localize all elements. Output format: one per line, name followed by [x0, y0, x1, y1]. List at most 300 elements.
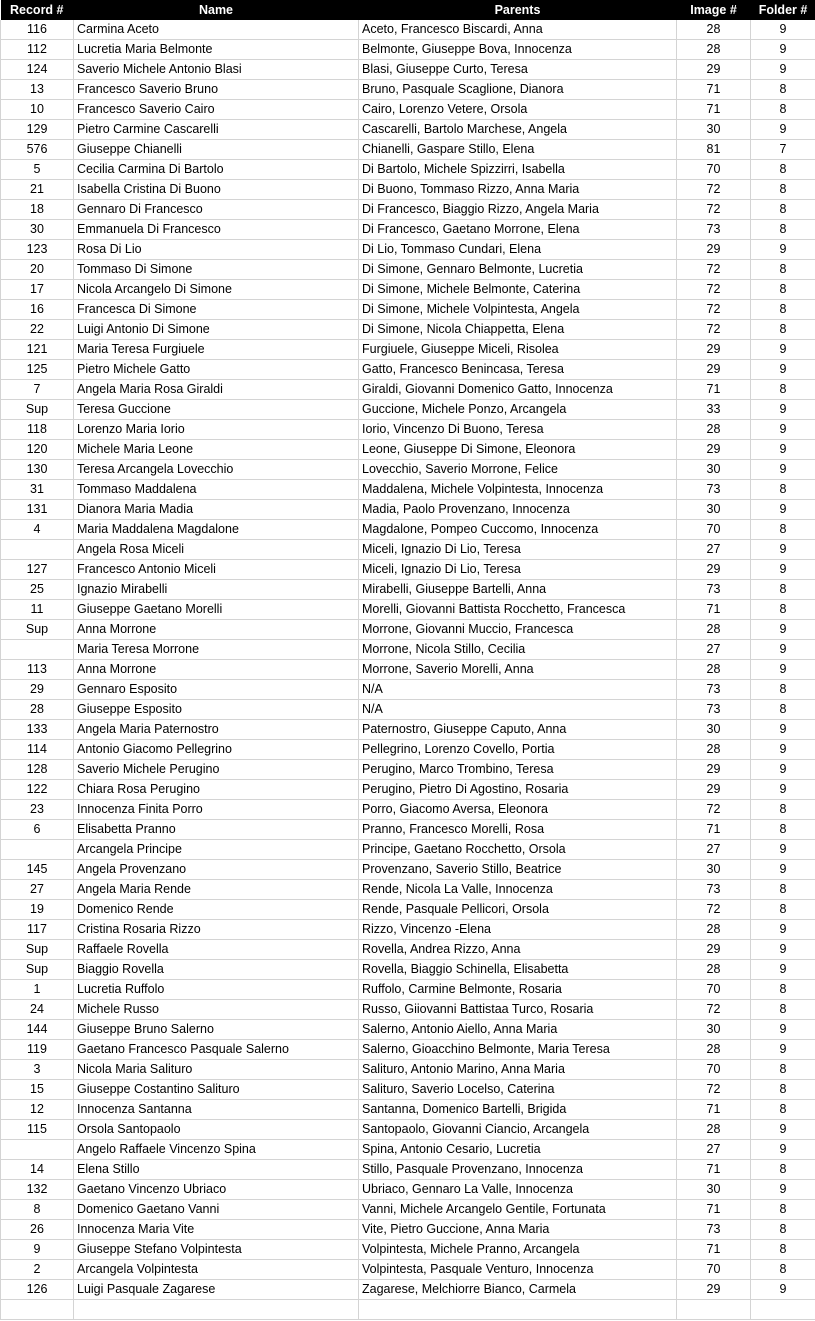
record-cell: 10 [1, 100, 74, 120]
image-cell: 29 [677, 560, 751, 580]
image-cell: 29 [677, 1280, 751, 1300]
folder-cell: 9 [751, 20, 815, 40]
header-image: Image # [677, 0, 751, 20]
image-cell: 28 [677, 420, 751, 440]
image-cell: 27 [677, 840, 751, 860]
parents-cell: N/A [359, 700, 677, 720]
record-cell: 7 [1, 380, 74, 400]
record-cell: 124 [1, 60, 74, 80]
image-cell: 73 [677, 480, 751, 500]
image-cell: 71 [677, 1100, 751, 1120]
record-cell: 576 [1, 140, 74, 160]
table-row [1, 360, 815, 380]
folder-cell: 8 [751, 900, 815, 920]
folder-cell: 9 [751, 1020, 815, 1040]
parents-cell: Perugino, Marco Trombino, Teresa [359, 760, 677, 780]
parents-cell: Volpintesta, Pasquale Venturo, Innocenza [359, 1260, 677, 1280]
image-cell: 28 [677, 920, 751, 940]
image-cell: 30 [677, 500, 751, 520]
record-cell: 133 [1, 720, 74, 740]
name-cell: Tommaso Di Simone [74, 260, 359, 280]
table-row [1, 520, 815, 540]
image-cell: 30 [677, 120, 751, 140]
image-cell: 71 [677, 1160, 751, 1180]
image-cell: 27 [677, 640, 751, 660]
name-cell: Angela Maria Paternostro [74, 720, 359, 740]
folder-cell: 9 [751, 620, 815, 640]
record-cell: 21 [1, 180, 74, 200]
record-cell: 3 [1, 1060, 74, 1080]
record-cell: 5 [1, 160, 74, 180]
image-cell: 70 [677, 1060, 751, 1080]
record-cell: 25 [1, 580, 74, 600]
table-row [1, 20, 815, 40]
table-row [1, 60, 815, 80]
parents-cell: Rende, Nicola La Valle, Innocenza [359, 880, 677, 900]
table-row [1, 280, 815, 300]
image-cell: 71 [677, 600, 751, 620]
folder-cell: 9 [751, 40, 815, 60]
record-cell: 17 [1, 280, 74, 300]
table-row [1, 720, 815, 740]
table-row [1, 680, 815, 700]
record-cell: 9 [1, 1240, 74, 1260]
parents-cell: Rovella, Andrea Rizzo, Anna [359, 940, 677, 960]
record-cell: 128 [1, 760, 74, 780]
folder-cell: 9 [751, 860, 815, 880]
record-cell: 123 [1, 240, 74, 260]
image-cell: 28 [677, 740, 751, 760]
folder-cell: 8 [751, 1160, 815, 1180]
parents-cell: Zagarese, Melchiorre Bianco, Carmela [359, 1280, 677, 1300]
image-cell: 72 [677, 200, 751, 220]
name-cell: Lorenzo Maria Iorio [74, 420, 359, 440]
folder-cell: 9 [751, 940, 815, 960]
folder-cell: 9 [751, 840, 815, 860]
name-cell: Gaetano Francesco Pasquale Salerno [74, 1040, 359, 1060]
table-row [1, 1220, 815, 1240]
name-cell: Antonio Giacomo Pellegrino [74, 740, 359, 760]
table-row [1, 1080, 815, 1100]
image-cell: 27 [677, 540, 751, 560]
name-cell: Chiara Rosa Perugino [74, 780, 359, 800]
folder-cell: 8 [751, 180, 815, 200]
parents-cell: Di Buono, Tommaso Rizzo, Anna Maria [359, 180, 677, 200]
record-cell: 4 [1, 520, 74, 540]
header-record: Record # [1, 0, 74, 20]
header-name: Name [74, 0, 359, 20]
image-cell: 28 [677, 620, 751, 640]
parents-cell: Giraldi, Giovanni Domenico Gatto, Innocenza [359, 380, 677, 400]
folder-cell: 9 [751, 400, 815, 420]
image-cell: 27 [677, 1140, 751, 1160]
record-cell: 23 [1, 800, 74, 820]
name-cell: Elisabetta Pranno [74, 820, 359, 840]
table-row [1, 240, 815, 260]
image-cell: 71 [677, 100, 751, 120]
folder-cell: 9 [751, 1120, 815, 1140]
table-row [1, 1040, 815, 1060]
folder-cell: 8 [751, 300, 815, 320]
record-cell: 116 [1, 20, 74, 40]
folder-cell: 8 [751, 680, 815, 700]
record-cell: 2 [1, 1260, 74, 1280]
folder-cell: 8 [751, 260, 815, 280]
parents-cell: Di Simone, Michele Belmonte, Caterina [359, 280, 677, 300]
folder-cell: 8 [751, 1100, 815, 1120]
parents-cell: Di Simone, Nicola Chiappetta, Elena [359, 320, 677, 340]
parents-cell: Magdalone, Pompeo Cuccomo, Innocenza [359, 520, 677, 540]
table-row [1, 820, 815, 840]
folder-cell: 9 [751, 740, 815, 760]
record-cell [1, 1140, 74, 1160]
image-cell: 70 [677, 980, 751, 1000]
name-cell: Teresa Arcangela Lovecchio [74, 460, 359, 480]
table-row [1, 620, 815, 640]
image-cell: 72 [677, 1080, 751, 1100]
parents-cell: Pellegrino, Lorenzo Covello, Portia [359, 740, 677, 760]
image-cell: 71 [677, 820, 751, 840]
header-row [1, 0, 815, 20]
parents-cell: Provenzano, Saverio Stillo, Beatrice [359, 860, 677, 880]
record-cell: 24 [1, 1000, 74, 1020]
table-row [1, 540, 815, 560]
record-cell: Sup [1, 620, 74, 640]
record-cell: 20 [1, 260, 74, 280]
record-cell: Sup [1, 400, 74, 420]
folder-cell: 9 [751, 500, 815, 520]
folder-cell: 9 [751, 240, 815, 260]
image-cell: 30 [677, 460, 751, 480]
table-row [1, 600, 815, 620]
record-cell: 112 [1, 40, 74, 60]
table-row [1, 400, 815, 420]
folder-cell: 8 [751, 320, 815, 340]
table-row [1, 380, 815, 400]
parents-cell: Gatto, Francesco Benincasa, Teresa [359, 360, 677, 380]
image-cell: 29 [677, 780, 751, 800]
record-cell: 29 [1, 680, 74, 700]
image-cell: 70 [677, 160, 751, 180]
image-cell: 28 [677, 1040, 751, 1060]
parents-cell: Perugino, Pietro Di Agostino, Rosaria [359, 780, 677, 800]
record-cell: 121 [1, 340, 74, 360]
image-cell: 72 [677, 300, 751, 320]
image-cell: 30 [677, 860, 751, 880]
image-cell: 29 [677, 60, 751, 80]
parents-cell: Cairo, Lorenzo Vetere, Orsola [359, 100, 677, 120]
table-row [1, 920, 815, 940]
folder-cell: 8 [751, 580, 815, 600]
folder-cell: 9 [751, 420, 815, 440]
parents-cell: Blasi, Giuseppe Curto, Teresa [359, 60, 677, 80]
record-cell: 118 [1, 420, 74, 440]
record-cell: 126 [1, 1280, 74, 1300]
record-cell: 115 [1, 1120, 74, 1140]
record-cell: 127 [1, 560, 74, 580]
record-cell: 26 [1, 1220, 74, 1240]
folder-cell: 8 [751, 1060, 815, 1080]
parents-cell: Ruffolo, Carmine Belmonte, Rosaria [359, 980, 677, 1000]
parents-cell: Furgiuele, Giuseppe Miceli, Risolea [359, 340, 677, 360]
table-row [1, 860, 815, 880]
name-cell: Saverio Michele Perugino [74, 760, 359, 780]
folder-cell: 8 [751, 480, 815, 500]
parents-cell: Santanna, Domenico Bartelli, Brigida [359, 1100, 677, 1120]
name-cell: Francesco Saverio Bruno [74, 80, 359, 100]
name-cell: Maria Teresa Furgiuele [74, 340, 359, 360]
record-cell: Sup [1, 940, 74, 960]
image-cell: 72 [677, 320, 751, 340]
folder-cell: 8 [751, 80, 815, 100]
parents-cell: Di Simone, Gennaro Belmonte, Lucretia [359, 260, 677, 280]
record-cell: 113 [1, 660, 74, 680]
table-row [1, 1200, 815, 1220]
table-row [1, 760, 815, 780]
record-cell: 16 [1, 300, 74, 320]
table-row [1, 1280, 815, 1300]
table-row [1, 880, 815, 900]
parents-cell: Vanni, Michele Arcangelo Gentile, Fortunata [359, 1200, 677, 1220]
name-cell: Teresa Guccione [74, 400, 359, 420]
parents-cell: Stillo, Pasquale Provenzano, Innocenza [359, 1160, 677, 1180]
image-cell: 72 [677, 800, 751, 820]
record-cell: 14 [1, 1160, 74, 1180]
record-cell: 129 [1, 120, 74, 140]
image-cell: 29 [677, 240, 751, 260]
table-row [1, 40, 815, 60]
name-cell: Innocenza Santanna [74, 1100, 359, 1120]
parents-cell: Miceli, Ignazio Di Lio, Teresa [359, 540, 677, 560]
parents-cell: Lovecchio, Saverio Morrone, Felice [359, 460, 677, 480]
table-row [1, 800, 815, 820]
image-cell: 73 [677, 580, 751, 600]
folder-cell: 9 [751, 120, 815, 140]
name-cell: Biaggio Rovella [74, 960, 359, 980]
parents-cell: Pranno, Francesco Morelli, Rosa [359, 820, 677, 840]
name-cell: Michele Maria Leone [74, 440, 359, 460]
image-cell: 73 [677, 220, 751, 240]
image-cell: 72 [677, 180, 751, 200]
folder-cell: 8 [751, 520, 815, 540]
record-cell: 30 [1, 220, 74, 240]
name-cell: Tommaso Maddalena [74, 480, 359, 500]
folder-cell: 8 [751, 700, 815, 720]
parents-cell: Paternostro, Giuseppe Caputo, Anna [359, 720, 677, 740]
folder-cell: 8 [751, 880, 815, 900]
parents-cell: Russo, Giiovanni Battistaa Turco, Rosaria [359, 1000, 677, 1020]
record-cell: 8 [1, 1200, 74, 1220]
record-cell: 31 [1, 480, 74, 500]
folder-cell: 9 [751, 540, 815, 560]
image-cell: 71 [677, 80, 751, 100]
folder-cell: 8 [751, 1220, 815, 1240]
record-cell [1, 840, 74, 860]
folder-cell: 9 [751, 340, 815, 360]
folder-cell: 8 [751, 1000, 815, 1020]
parents-cell: Bruno, Pasquale Scaglione, Dianora [359, 80, 677, 100]
name-cell: Innocenza Finita Porro [74, 800, 359, 820]
name-cell: Angela Rosa Miceli [74, 540, 359, 560]
folder-cell: 8 [751, 820, 815, 840]
image-cell: 29 [677, 440, 751, 460]
name-cell: Elena Stillo [74, 1160, 359, 1180]
table-row [1, 580, 815, 600]
image-cell: 71 [677, 1240, 751, 1260]
record-cell: 13 [1, 80, 74, 100]
folder-cell: 8 [751, 160, 815, 180]
folder-cell: 9 [751, 560, 815, 580]
parents-cell: Salituro, Saverio Locelso, Caterina [359, 1080, 677, 1100]
folder-cell: 8 [751, 980, 815, 1000]
folder-cell: 9 [751, 1180, 815, 1200]
table-row [1, 960, 815, 980]
parents-cell: Chianelli, Gaspare Stillo, Elena [359, 140, 677, 160]
parents-cell: Leone, Giuseppe Di Simone, Eleonora [359, 440, 677, 460]
name-cell: Dianora Maria Madia [74, 500, 359, 520]
table-row [1, 500, 815, 520]
name-cell: Luigi Pasquale Zagarese [74, 1280, 359, 1300]
parents-cell: Rovella, Biaggio Schinella, Elisabetta [359, 960, 677, 980]
record-cell [1, 1300, 74, 1320]
parents-cell: Miceli, Ignazio Di Lio, Teresa [359, 560, 677, 580]
parents-cell: Morrone, Saverio Morelli, Anna [359, 660, 677, 680]
name-cell: Michele Russo [74, 1000, 359, 1020]
parents-cell: Di Bartolo, Michele Spizzirri, Isabella [359, 160, 677, 180]
folder-cell: 9 [751, 1280, 815, 1300]
table-row [1, 100, 815, 120]
record-cell: 119 [1, 1040, 74, 1060]
parents-cell: Di Simone, Michele Volpintesta, Angela [359, 300, 677, 320]
folder-cell: 8 [751, 200, 815, 220]
table-row [1, 80, 815, 100]
table-row [1, 780, 815, 800]
image-cell: 28 [677, 660, 751, 680]
parents-cell: Guccione, Michele Ponzo, Arcangela [359, 400, 677, 420]
image-cell: 71 [677, 1200, 751, 1220]
record-cell [1, 640, 74, 660]
table-row [1, 1260, 815, 1280]
name-cell: Angela Maria Rende [74, 880, 359, 900]
name-cell: Emmanuela Di Francesco [74, 220, 359, 240]
record-cell: 130 [1, 460, 74, 480]
record-cell: 144 [1, 1020, 74, 1040]
image-cell: 30 [677, 1180, 751, 1200]
image-cell: 81 [677, 140, 751, 160]
table-row [1, 160, 815, 180]
table-row [1, 300, 815, 320]
parents-cell: Aceto, Francesco Biscardi, Anna [359, 20, 677, 40]
record-cell: 19 [1, 900, 74, 920]
table-row [1, 320, 815, 340]
name-cell: Francesco Antonio Miceli [74, 560, 359, 580]
parents-cell: Vite, Pietro Guccione, Anna Maria [359, 1220, 677, 1240]
name-cell [74, 1300, 359, 1320]
image-cell: 70 [677, 520, 751, 540]
record-cell [1, 540, 74, 560]
name-cell: Gennaro Esposito [74, 680, 359, 700]
parents-cell: Salerno, Antonio Aiello, Anna Maria [359, 1020, 677, 1040]
record-cell: 28 [1, 700, 74, 720]
name-cell: Nicola Arcangelo Di Simone [74, 280, 359, 300]
parents-cell: Salerno, Gioacchino Belmonte, Maria Teresa [359, 1040, 677, 1060]
parents-cell: Santopaolo, Giovanni Ciancio, Arcangela [359, 1120, 677, 1140]
record-cell: 6 [1, 820, 74, 840]
image-cell: 70 [677, 1260, 751, 1280]
parents-cell: Di Francesco, Biaggio Rizzo, Angela Maria [359, 200, 677, 220]
image-cell: 72 [677, 1000, 751, 1020]
image-cell: 30 [677, 720, 751, 740]
parents-cell: N/A [359, 680, 677, 700]
table-row [1, 1240, 815, 1260]
folder-cell: 8 [751, 1200, 815, 1220]
parents-cell: Belmonte, Giuseppe Bova, Innocenza [359, 40, 677, 60]
table-body [1, 20, 815, 1320]
record-cell: 120 [1, 440, 74, 460]
parents-cell: Mirabelli, Giuseppe Bartelli, Anna [359, 580, 677, 600]
record-cell: 131 [1, 500, 74, 520]
name-cell: Domenico Gaetano Vanni [74, 1200, 359, 1220]
table-row [1, 480, 815, 500]
name-cell: Carmina Aceto [74, 20, 359, 40]
name-cell: Nicola Maria Salituro [74, 1060, 359, 1080]
record-cell: 1 [1, 980, 74, 1000]
name-cell: Francesco Saverio Cairo [74, 100, 359, 120]
parents-cell: Volpintesta, Michele Pranno, Arcangela [359, 1240, 677, 1260]
image-cell: 73 [677, 1220, 751, 1240]
image-cell: 72 [677, 260, 751, 280]
name-cell: Gaetano Vincenzo Ubriaco [74, 1180, 359, 1200]
parents-cell: Cascarelli, Bartolo Marchese, Angela [359, 120, 677, 140]
table-row [1, 440, 815, 460]
folder-cell: 9 [751, 780, 815, 800]
table-row [1, 1020, 815, 1040]
table-row [1, 900, 815, 920]
name-cell: Arcangela Volpintesta [74, 1260, 359, 1280]
name-cell: Maria Teresa Morrone [74, 640, 359, 660]
folder-cell: 8 [751, 280, 815, 300]
parents-cell: Morrone, Nicola Stillo, Cecilia [359, 640, 677, 660]
parents-cell: Di Lio, Tommaso Cundari, Elena [359, 240, 677, 260]
parents-cell: Iorio, Vincenzo Di Buono, Teresa [359, 420, 677, 440]
image-cell [677, 1300, 751, 1320]
record-cell: 145 [1, 860, 74, 880]
parents-cell: Di Francesco, Gaetano Morrone, Elena [359, 220, 677, 240]
record-cell: 132 [1, 1180, 74, 1200]
name-cell: Ignazio Mirabelli [74, 580, 359, 600]
image-cell: 72 [677, 900, 751, 920]
table-row [1, 460, 815, 480]
parents-cell: Spina, Antonio Cesario, Lucretia [359, 1140, 677, 1160]
record-cell: 15 [1, 1080, 74, 1100]
table-row [1, 340, 815, 360]
table-row [1, 1120, 815, 1140]
table-row [1, 260, 815, 280]
image-cell: 29 [677, 760, 751, 780]
record-cell: 18 [1, 200, 74, 220]
record-cell: 122 [1, 780, 74, 800]
image-cell: 28 [677, 960, 751, 980]
name-cell: Innocenza Maria Vite [74, 1220, 359, 1240]
table-row [1, 560, 815, 580]
folder-cell: 8 [751, 220, 815, 240]
table-row [1, 120, 815, 140]
name-cell: Anna Morrone [74, 620, 359, 640]
image-cell: 28 [677, 1120, 751, 1140]
table-row [1, 980, 815, 1000]
folder-cell: 9 [751, 1140, 815, 1160]
parents-cell: Madia, Paolo Provenzano, Innocenza [359, 500, 677, 520]
